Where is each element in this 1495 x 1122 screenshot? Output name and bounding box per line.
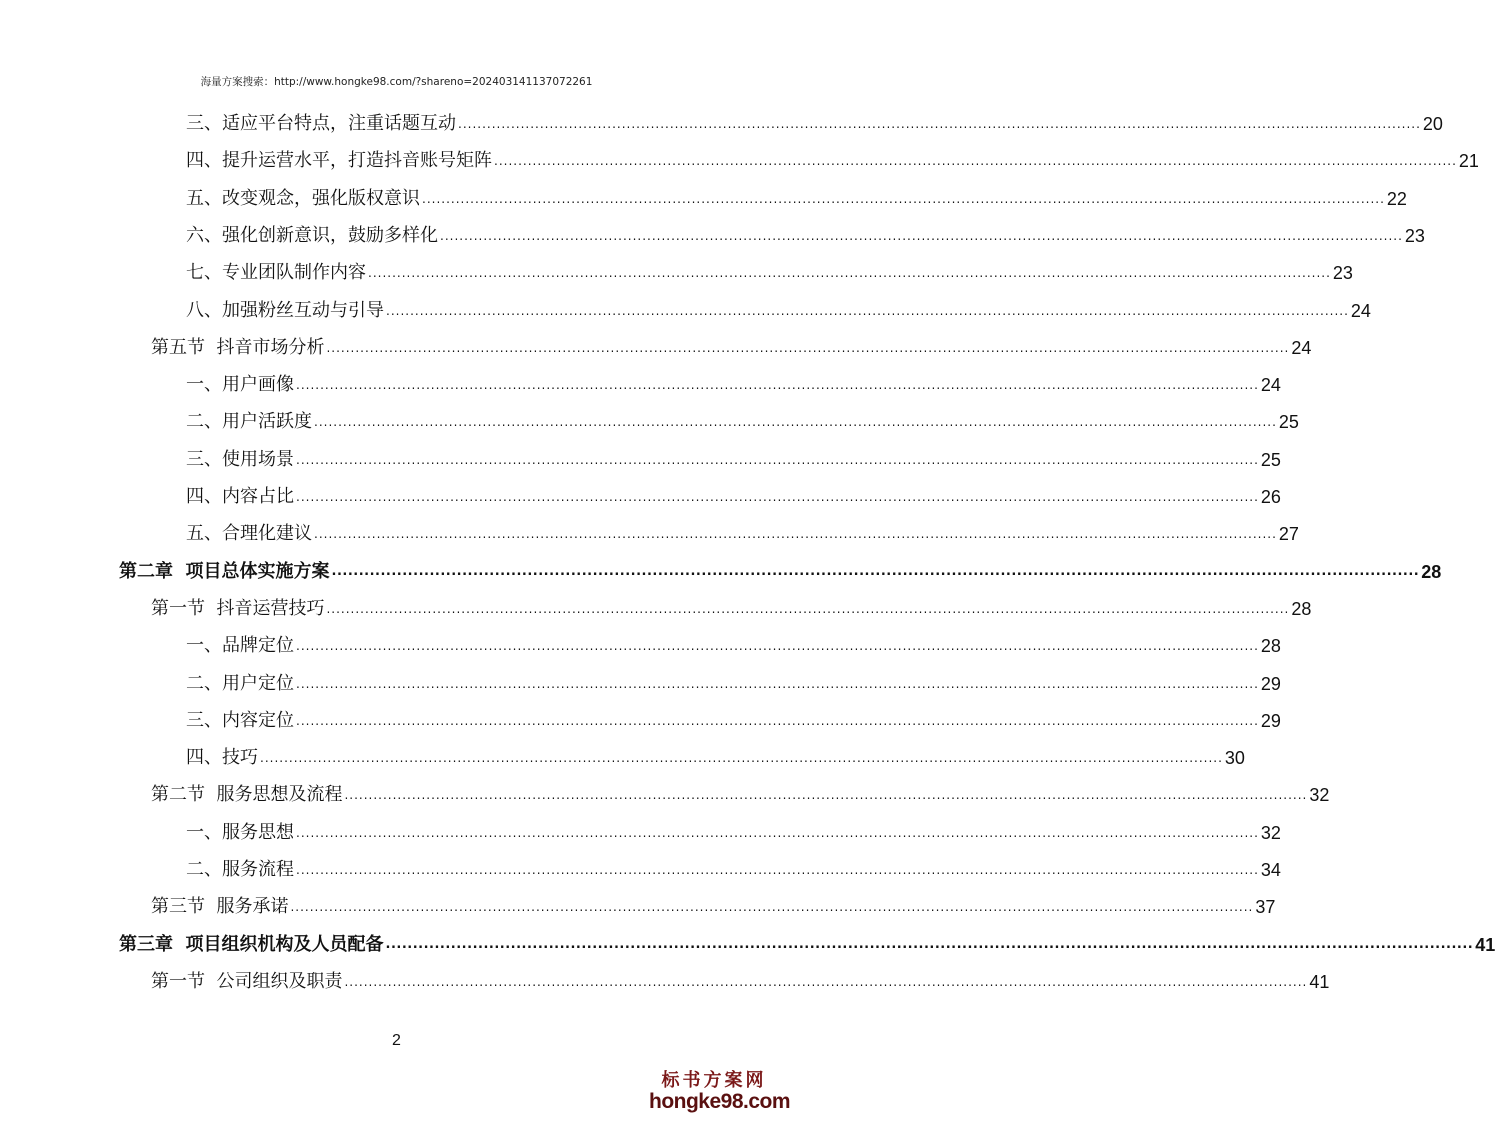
toc-entry-page-number: 24 (1291, 337, 1312, 358)
watermark-domain-text: hongke98.com (649, 1090, 791, 1113)
toc-entry-page-number: 41 (1475, 934, 1495, 955)
page-header-search-link: 海量方案搜索：http://www.hongke98.com/?shareno=20240314113707226​1 (200, 76, 593, 88)
toc-entry-title: 第一节 公司组织及职责 (151, 970, 343, 992)
toc-entry-title: 六、强化创新意识，鼓励多样化 (186, 224, 438, 246)
toc-entry-title: 第三节 服务承诺 (151, 896, 289, 918)
toc-dot-leader: ........................................................................................................................................................................................................ (314, 527, 1277, 542)
toc-entry-title: 一、服务思想 (186, 821, 294, 843)
toc-subsection-entry[interactable] (186, 287, 1371, 323)
toc-dot-leader: ........................................................................................................................................................................................................ (344, 974, 1308, 989)
toc-entry-title: 第二章 项目总体实施方案 (119, 560, 330, 582)
toc-section-entry[interactable] (151, 771, 1330, 807)
toc-dot-leader: ........................................................................................................................................................................................................ (296, 713, 1259, 728)
toc-subsection-entry[interactable] (186, 734, 1245, 770)
toc-entry-title: 五、合理化建议 (186, 523, 312, 545)
toc-subsection-entry[interactable] (186, 660, 1281, 696)
toc-subsection-entry[interactable] (186, 473, 1281, 509)
toc-entry-title: 四、提升运营水平，打造抖音账号矩阵 (186, 150, 492, 172)
toc-subsection-entry[interactable] (186, 361, 1281, 397)
toc-entry-title: 一、品牌定位 (186, 635, 294, 657)
toc-dot-leader: ........................................................................................................................................................................................................ (296, 825, 1259, 840)
toc-dot-leader: ........................................................................................................................................................................................................ (326, 601, 1290, 616)
toc-subsection-entry[interactable] (186, 846, 1281, 882)
toc-entry-page-number: 25 (1278, 412, 1299, 433)
toc-entry-title: 二、服务流程 (186, 859, 294, 880)
toc-chapter-entry[interactable] (119, 921, 1495, 957)
toc-entry-page-number: 22 (1386, 188, 1407, 209)
toc-entry-page-number: 34 (1260, 860, 1281, 880)
toc-entry-title: 三、适应平台特点，注重话题互动 (186, 113, 456, 134)
toc-entry-page-number: 24 (1350, 300, 1371, 321)
toc-entry-page-number: 32 (1260, 822, 1281, 843)
toc-entry-title: 七、专业团队制作内容 (186, 262, 366, 284)
toc-dot-leader: ........................................................................................................................................................................................................ (440, 228, 1403, 243)
toc-entry-page-number: 27 (1278, 524, 1299, 545)
toc-entry-page-number: 28 (1421, 561, 1442, 582)
toc-dot-leader: ........................................................................................................................................................................................................ (331, 563, 1420, 579)
toc-entry-title: 第三章 项目组织机构及人员配备 (119, 933, 384, 955)
toc-entry-page-number: 23 (1404, 225, 1425, 246)
toc-subsection-entry[interactable] (186, 137, 1479, 173)
toc-entry-page-number: 23 (1332, 263, 1353, 284)
toc-dot-leader: ........................................................................................................................................................................................................ (296, 639, 1259, 654)
toc-dot-leader: ........................................................................................................................................................................................................ (296, 378, 1259, 393)
toc-subsection-entry[interactable] (186, 697, 1281, 733)
toc-entry-title: 二、用户活跃度 (186, 411, 312, 433)
toc-entry-title: 第二节 服务思想及流程 (151, 784, 343, 806)
toc-entry-title: 八、加强粉丝互动与引导 (186, 299, 384, 321)
toc-entry-page-number: 28 (1291, 598, 1312, 619)
toc-dot-leader: ........................................................................................................................................................................................................ (494, 154, 1457, 169)
toc-chapter-entry[interactable] (119, 548, 1442, 584)
toc-entry-page-number: 41 (1309, 971, 1330, 992)
toc-subsection-entry[interactable] (186, 436, 1281, 472)
toc-dot-leader: ........................................................................................................................................................................................................ (458, 117, 1421, 131)
toc-dot-leader: ........................................................................................................................................................................................................ (385, 936, 1474, 952)
toc-entry-title: 五、改变观念，强化版权意识 (186, 187, 420, 209)
toc-dot-leader: ........................................................................................................................................................................................................ (314, 415, 1277, 430)
toc-dot-leader: ........................................................................................................................................................................................................ (296, 676, 1259, 691)
toc-entry-page-number: 20 (1422, 114, 1443, 134)
toc-dot-leader: ........................................................................................................................................................................................................ (296, 452, 1259, 467)
toc-dot-leader: ........................................................................................................................................................................................................ (344, 788, 1308, 803)
toc-entry-page-number: 24 (1260, 375, 1281, 396)
toc-entry-title: 第一节 抖音运营技巧 (151, 597, 325, 619)
toc-dot-leader: ........................................................................................................................................................................................................ (296, 863, 1259, 877)
toc-subsection-entry[interactable] (186, 175, 1407, 211)
site-watermark-logo (649, 1066, 791, 1114)
toc-entry-page-number: 21 (1458, 151, 1479, 172)
toc-dot-leader: ........................................................................................................................................................................................................ (326, 340, 1290, 355)
toc-entry-title: 一、用户画像 (186, 374, 294, 396)
toc-subsection-entry[interactable] (186, 212, 1425, 248)
watermark-chinese-text: 标书方案网 (661, 1070, 767, 1091)
toc-dot-leader: ........................................................................................................................................................................................................ (422, 191, 1385, 206)
toc-dot-leader: ........................................................................................................................................................................................................ (260, 751, 1223, 766)
toc-section-entry[interactable] (151, 883, 1276, 919)
toc-entry-title: 二、用户定位 (186, 672, 294, 694)
toc-section-entry[interactable] (151, 585, 1312, 621)
toc-entry-page-number: 25 (1260, 449, 1281, 470)
toc-dot-leader: ........................................................................................................................................................................................................ (290, 900, 1254, 915)
toc-section-entry[interactable] (151, 324, 1312, 360)
toc-section-entry[interactable] (151, 958, 1330, 994)
toc-entry-page-number: 26 (1260, 487, 1281, 507)
page-number: 2 (392, 1032, 401, 1049)
toc-dot-leader: ........................................................................................................................................................................................................ (368, 266, 1331, 281)
toc-subsection-entry[interactable] (186, 622, 1281, 658)
toc-entry-title: 四、内容占比 (186, 486, 294, 507)
toc-entry-page-number: 28 (1260, 636, 1281, 657)
toc-entry-page-number: 29 (1260, 673, 1281, 694)
toc-subsection-entry[interactable] (186, 249, 1353, 285)
toc-entry-title: 四、技巧 (186, 747, 258, 769)
toc-dot-leader: ........................................................................................................................................................................................................ (296, 490, 1259, 504)
toc-entry-title: 三、内容定位 (186, 709, 294, 731)
toc-subsection-entry[interactable] (186, 809, 1281, 845)
toc-subsection-entry[interactable] (186, 510, 1299, 546)
toc-entry-page-number: 37 (1255, 897, 1276, 918)
toc-entry-page-number: 32 (1309, 785, 1330, 806)
toc-entry-page-number: 29 (1260, 710, 1281, 731)
toc-entry-title: 第五节 抖音市场分析 (151, 336, 325, 358)
toc-subsection-entry[interactable] (186, 100, 1443, 136)
toc-dot-leader: ........................................................................................................................................................................................................ (386, 303, 1349, 318)
toc-subsection-entry[interactable] (186, 398, 1299, 434)
toc-entry-title: 三、使用场景 (186, 448, 294, 470)
toc-entry-page-number: 30 (1224, 748, 1245, 769)
